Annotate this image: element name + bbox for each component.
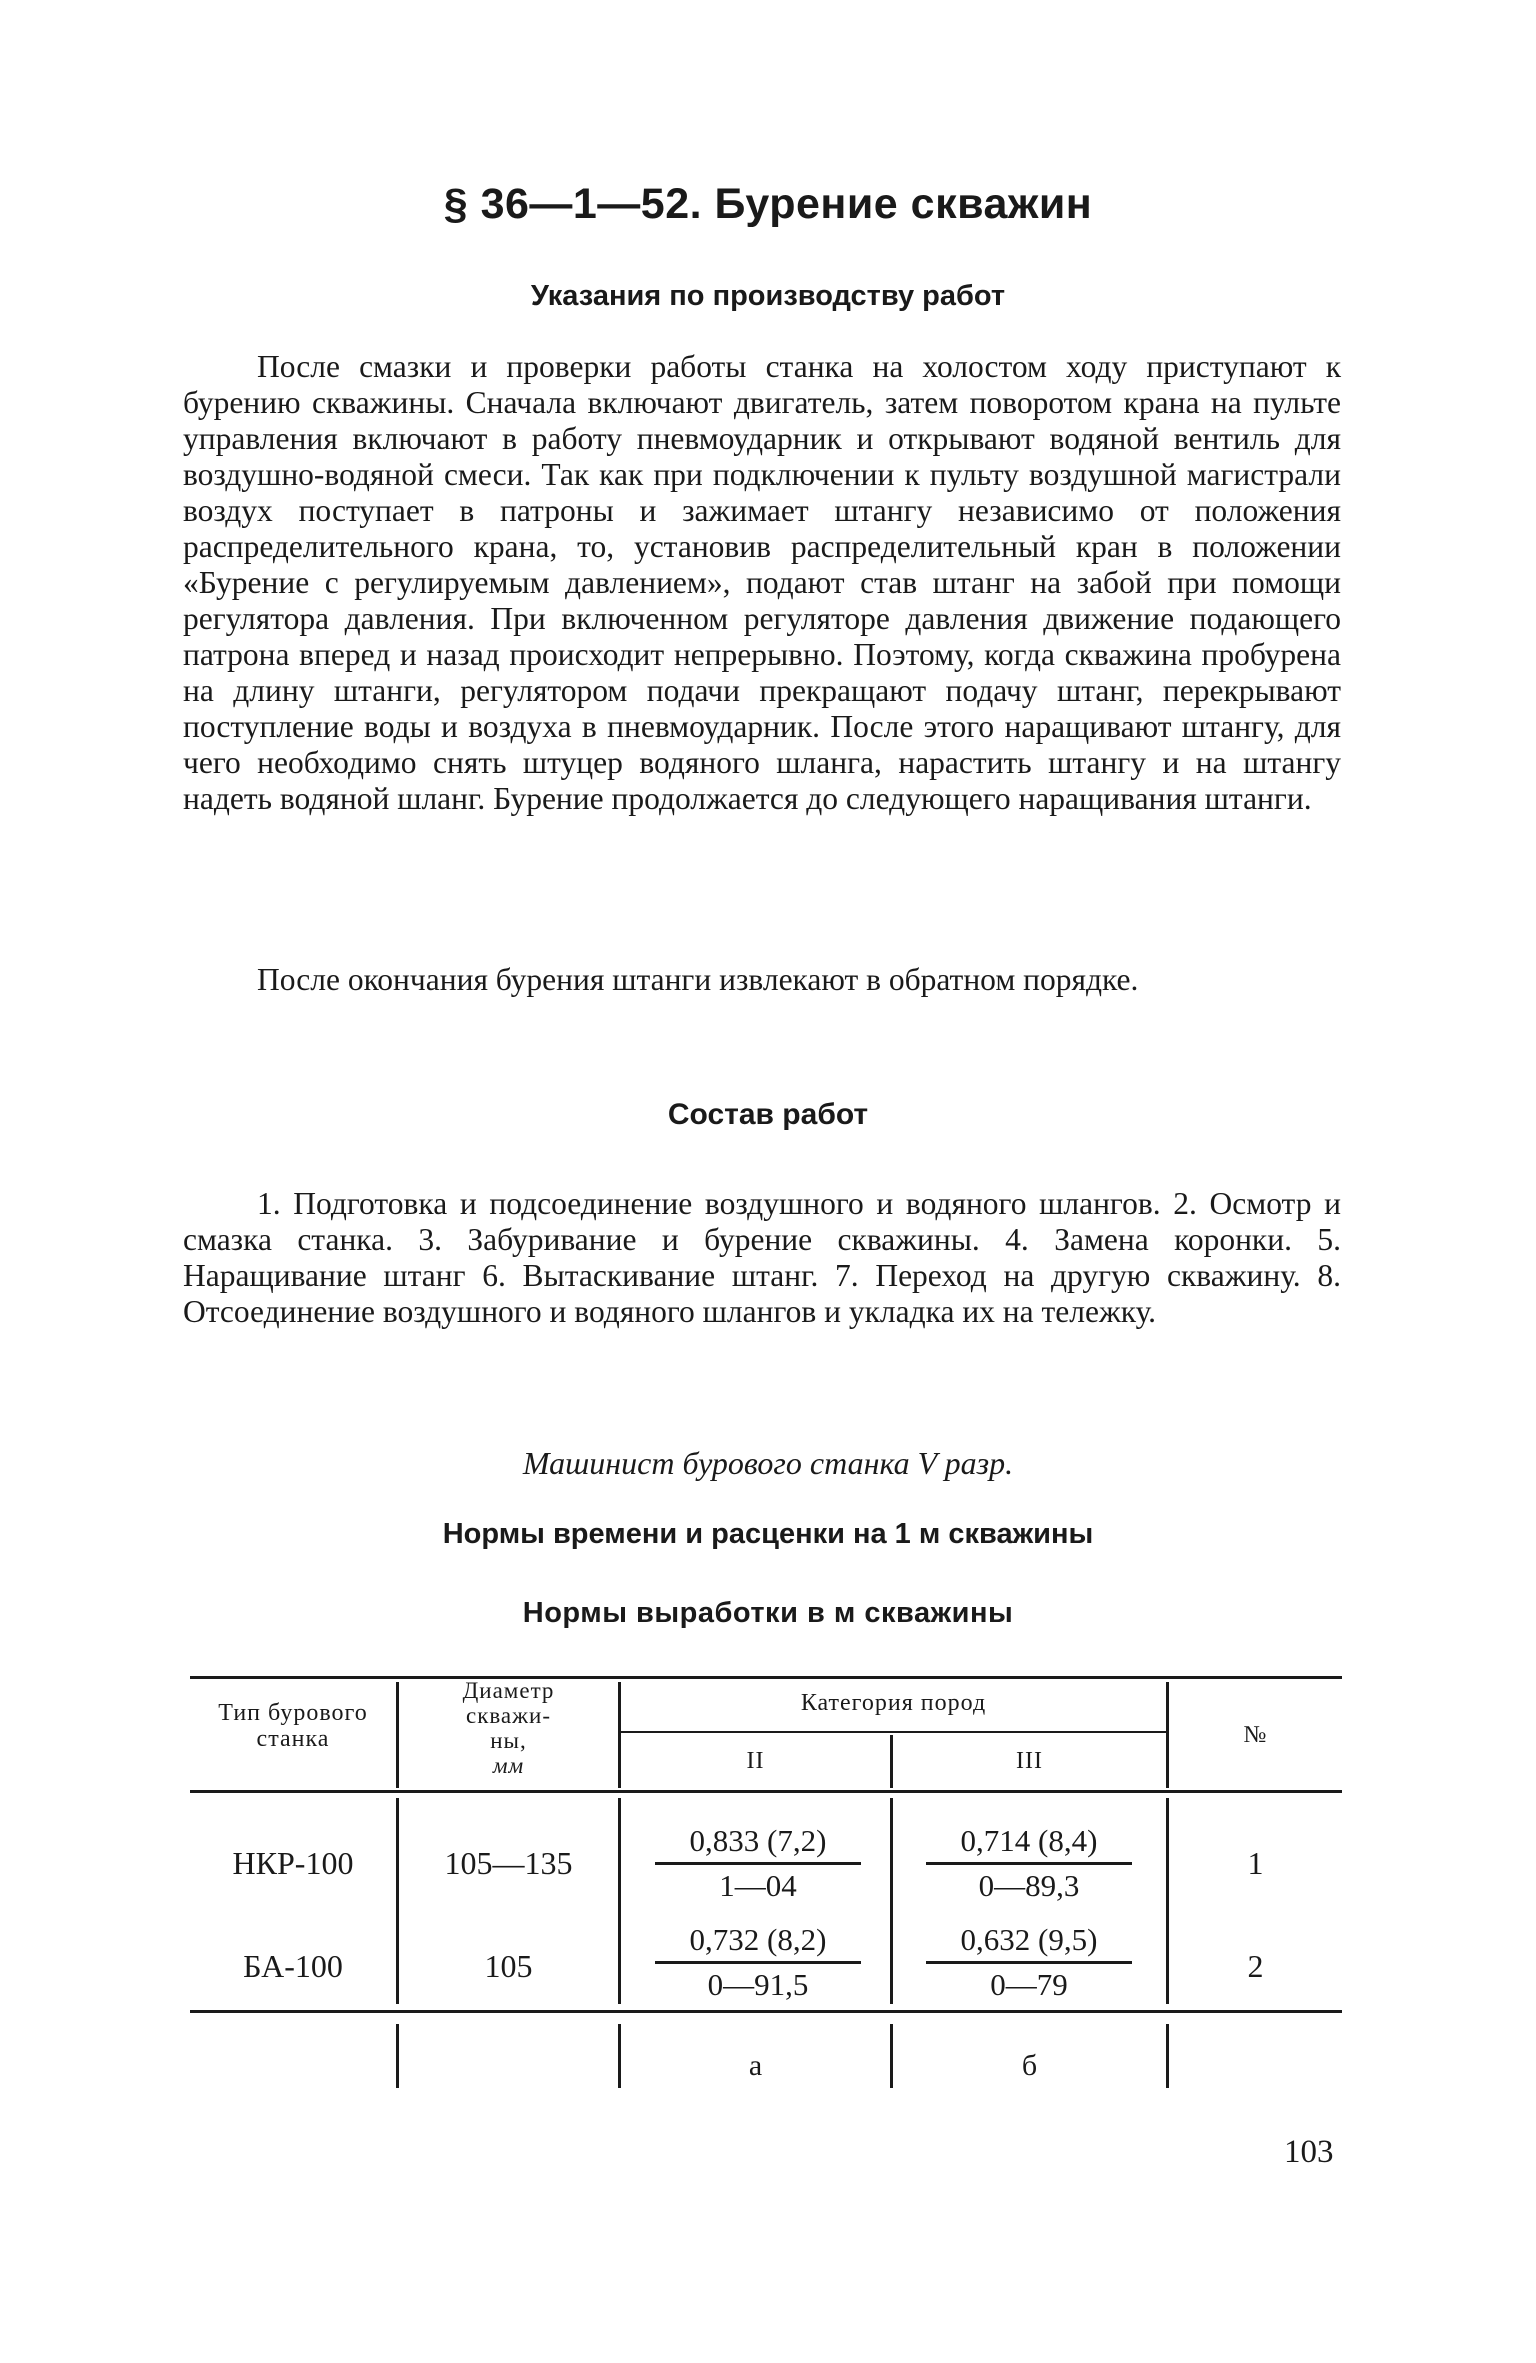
rate-price: 1—04 bbox=[719, 1868, 797, 1903]
output-heading: Нормы выработки в м скважины bbox=[522, 1597, 1014, 1629]
norm-time-rate: 0,833 (7,2) bbox=[655, 1822, 861, 1865]
rate-price: 0—79 bbox=[990, 1967, 1068, 2002]
col-divider bbox=[1166, 2024, 1169, 2088]
header-number: № bbox=[1243, 1722, 1268, 1748]
col-divider bbox=[396, 2024, 399, 2088]
footer-col-ii: а bbox=[748, 2049, 763, 2082]
instructions-paragraph-1: После смазки и проверки работы станка на холостом ходу приступают к бурению скважины. Сначала включают двигатель, затем поворотом крана на пульте управления включают в работу пневмоударник и открывают водяной вентиль для воздушно-водяной смеси. Так как при подключении к пульту воздушной магистрали воздух поступает в патроны и зажимает штангу независимо от положения распределительного крана, то, установив распределительный кран в положении «Бурение с регулируемым давлением», подают став штанг на забой при помощи регулятора давления. При включенном регуляторе давления движение подающего патрона вперед и назад происходит непрерывно. Поэтому, когда скважина пробурена на длину штанги, регулятором подачи прекращают подачу штанг, перекрывают поступление воды и воздуха в пневмоударник. После этого наращивают штангу, для чего необходимо снять штуцер водяного шланга, нарастить штангу и на штангу надеть водяной шланг. Бурение продолжается до следующего наращивания штанги. bbox=[183, 349, 1341, 816]
col-divider bbox=[618, 1798, 621, 2004]
table-bottom-rule bbox=[190, 2010, 1342, 2013]
table-header-rule bbox=[190, 1790, 1342, 1793]
cell-diameter: 105 bbox=[484, 1948, 533, 1984]
cell-category-iii bbox=[926, 1921, 1132, 2004]
cell-number: 1 bbox=[1247, 1845, 1264, 1881]
norm-time-rate: 0,632 (9,5) bbox=[926, 1921, 1132, 1964]
header-category-iii: III bbox=[1016, 1748, 1043, 1774]
col-divider bbox=[890, 1798, 893, 2004]
table-top-rule bbox=[190, 1676, 1342, 1679]
cell-number: 2 bbox=[1247, 1948, 1264, 1984]
header-machine-type: Тип бурового станка bbox=[218, 1700, 368, 1752]
composition-heading: Состав работ bbox=[667, 1098, 869, 1131]
page-number: 103 bbox=[1284, 2134, 1334, 2170]
norm-time-rate: 0,732 (8,2) bbox=[655, 1921, 861, 1964]
category-rule bbox=[620, 1731, 1168, 1733]
instructions-paragraph-2: После окончания бурения штанги извлекают в обратном порядке. bbox=[257, 962, 1139, 997]
footer-col-iii: б bbox=[1021, 2049, 1038, 2082]
section-title: § 36—1—52. Бурение скважин bbox=[443, 180, 1093, 228]
cell-category-ii bbox=[655, 1822, 861, 1905]
cell-category-ii bbox=[655, 1921, 861, 2004]
cell-machine: НКР-100 bbox=[232, 1845, 354, 1881]
composition-list: 1. Подготовка и подсоединение воздушного и водяного шлангов. 2. Осмотр и смазка станка. 3. Забуривание и бурение скважины. 4. Замена коронки. 5. Наращивание штанг 6. Вытаскивание штанг. 7. Переход на другую скважину. 8. Отсоединение воздушного и водяного шлангов и укладка их на тележку. bbox=[183, 1186, 1341, 1329]
norm-time-rate: 0,714 (8,4) bbox=[926, 1822, 1132, 1865]
cell-category-iii bbox=[926, 1822, 1132, 1905]
header-category: Категория пород bbox=[800, 1690, 987, 1716]
header-category-ii: II bbox=[746, 1748, 765, 1774]
rate-price: 0—89,3 bbox=[978, 1868, 1080, 1903]
instructions-heading: Указания по производству работ bbox=[530, 280, 1006, 312]
header-diameter: Диаметр скважи- ны, мм bbox=[462, 1678, 555, 1778]
cell-diameter: 105—135 bbox=[444, 1845, 573, 1881]
rate-price: 0—91,5 bbox=[707, 1967, 809, 2002]
cell-machine: БА-100 bbox=[243, 1948, 343, 1984]
worker-grade: Машинист бурового станка V разр. bbox=[522, 1445, 1014, 1481]
norms-heading: Нормы времени и расценки на 1 м скважины bbox=[442, 1518, 1094, 1550]
